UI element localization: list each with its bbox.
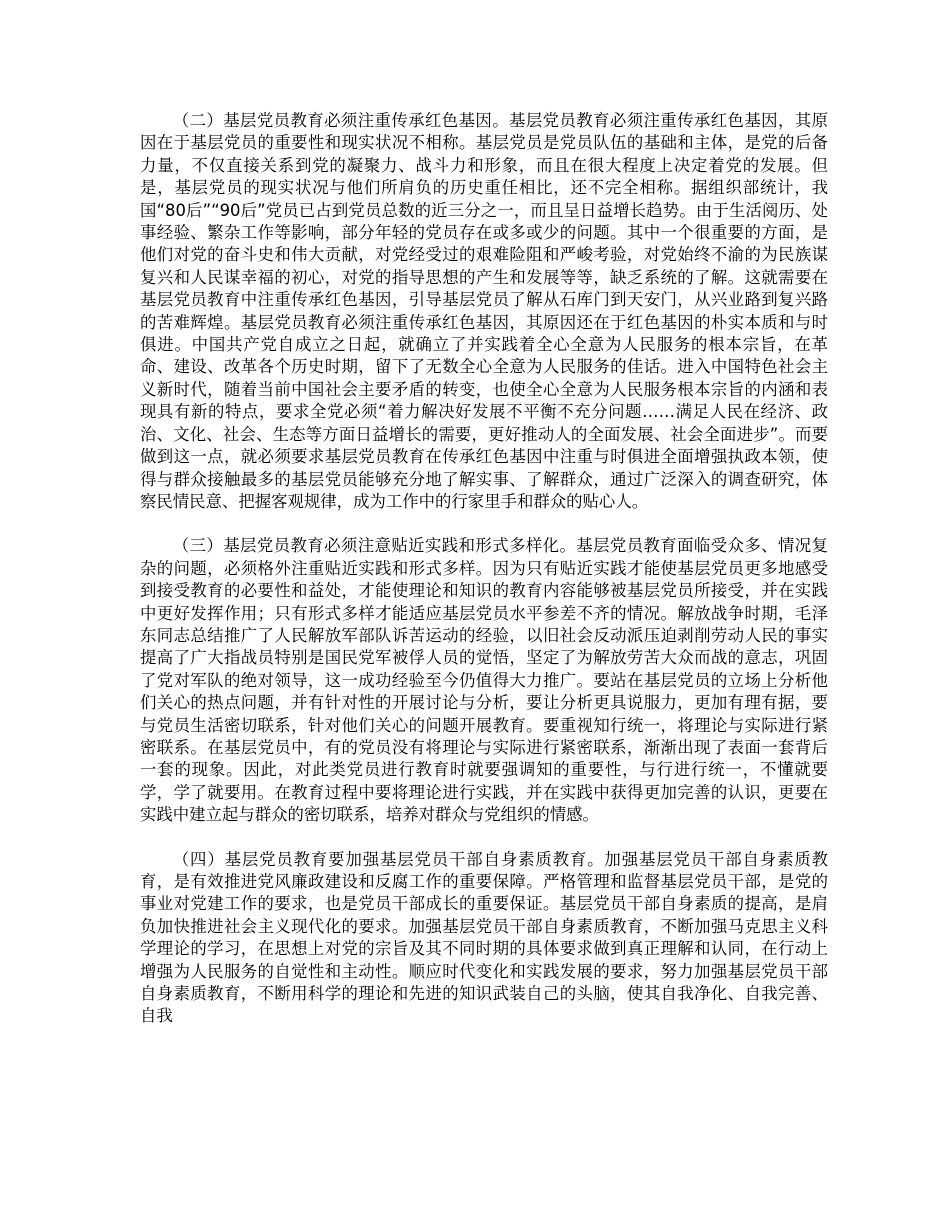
document-body bbox=[140, 110, 828, 1028]
paragraph-section-3: （三）基层党员教育必须注意贴近实践和形式多样化。基层党员教育面临受众多、情况复杂的问题，必须格外注重贴近实践和形式多样。因为只有贴近实践才能使基层党员更多地感受到接受教育的必要性和益处，才能使理论和知识的教育内容能够被基层党员所接受，并在实践中更好发挥作用；只有形式多样才能适应基层党员水平参差不齐的情况。解放战争时期，毛泽东同志总结推广了人民解放军部队诉苦运动的经验，以旧社会反动派压迫剥削劳动人民的事实提高了广大指战员特别是国民党军被俘人员的觉悟，坚定了为解放劳苦大众而战的意志，巩固了党对军队的绝对领导，这一成功经验至今仍值得大力推广。要站在基层党员的立场上分析他们关心的热点问题，并有针对性的开展讨论与分析，要让分析更具说服力，更加有理有据，要与党员生活密切联系，针对他们关心的问题开展教育。要重视知行统一，将理论与实际进行紧密联系。在基层党员中，有的党员没有将理论与实际进行紧密联系，渐渐出现了表面一套背后一套的现象。因此，对此类党员进行教育时就要强调知的重要性，与行进行统一，不懂就要学，学了就要用。在教育过程中要将理论进行实践，并在实践中获得更加完善的认识，更要在实践中建立起与群众的密切联系，培养对群众与党组织的情感。 bbox=[140, 536, 828, 825]
paragraph-section-2: （二）基层党员教育必须注重传承红色基因。基层党员教育必须注重传承红色基因，其原因在于基层党员的重要性和现实状况不相称。基层党员是党员队伍的基础和主体，是党的后备力量，不仅直接关系到党的凝聚力、战斗力和形象，而且在很大程度上决定着党的发展。但是，基层党员的现实状况与他们所肩负的历史重任相比，还不完全相称。据组织部统计，我国“80后”“90后”党员已占到党员总数的近三分之一，而且呈日益增长趋势。由于生活阅历、处事经验、繁杂工作等影响，部分年轻的党员存在或多或少的问题。其中一个很重要的方面，是他们对党的奋斗史和伟大贡献，对党经受过的艰难险阻和严峻考验，对党始终不渝的为民族谋复兴和人民谋幸福的初心，对党的指导思想的产生和发展等等，缺乏系统的了解。这就需要在基层党员教育中注重传承红色基因，引导基层党员了解从石库门到天安门，从兴业路到复兴路的苦难辉煌。基层党员教育必须注重传承红色基因，其原因还在于红色基因的朴实本质和与时俱进。中国共产党自成立之日起，就确立了并实践着全心全意为人民服务的根本宗旨，在革命、建设、改革各个历史时期，留下了无数全心全意为人民服务的佳话。进入中国特色社会主义新时代，随着当前中国社会主要矛盾的转变，也使全心全意为人民服务根本宗旨的内涵和表现具有新的特点，要求全党必须“着力解决好发展不平衡不充分问题……满足人民在经济、政治、文化、社会、生态等方面日益增长的需要，更好推动人的全面发展、社会全面进步”。而要做到这一点，就必须要求基层党员教育在传承红色基因中注重与时俱进全面增强执政本领，使得与群众接触最多的基层党员能够充分地了解实事、了解群众，通过广泛深入的调查研究，体察民情民意、把握客观规律，成为工作中的行家里手和群众的贴心人。 bbox=[140, 111, 828, 511]
paragraph-section-4: （四）基层党员教育要加强基层党员干部自身素质教育。加强基层党员干部自身素质教育，是有效推进党风廉政建设和反腐工作的重要保障。严格管理和监督基层党员干部，是党的事业对党建工作的要求，也是党员干部成长的重要保证。基层党员干部自身素质的提高，是肩负加快推进社会主义现代化的要求。加强基层党员干部自身素质教育，不断加强马克思主义科学理论的学习，在思想上对党的宗旨及其不同时期的具体要求做到真正理解和认同，在行动上增强为人民服务的自觉性和主动性。顺应时代变化和实践发展的要求，努力加强基层党员干部自身素质教育，不断用科学的理论和先进的知识武装自己的头脑，使其自我净化、自我完善、自我 bbox=[140, 849, 828, 1026]
